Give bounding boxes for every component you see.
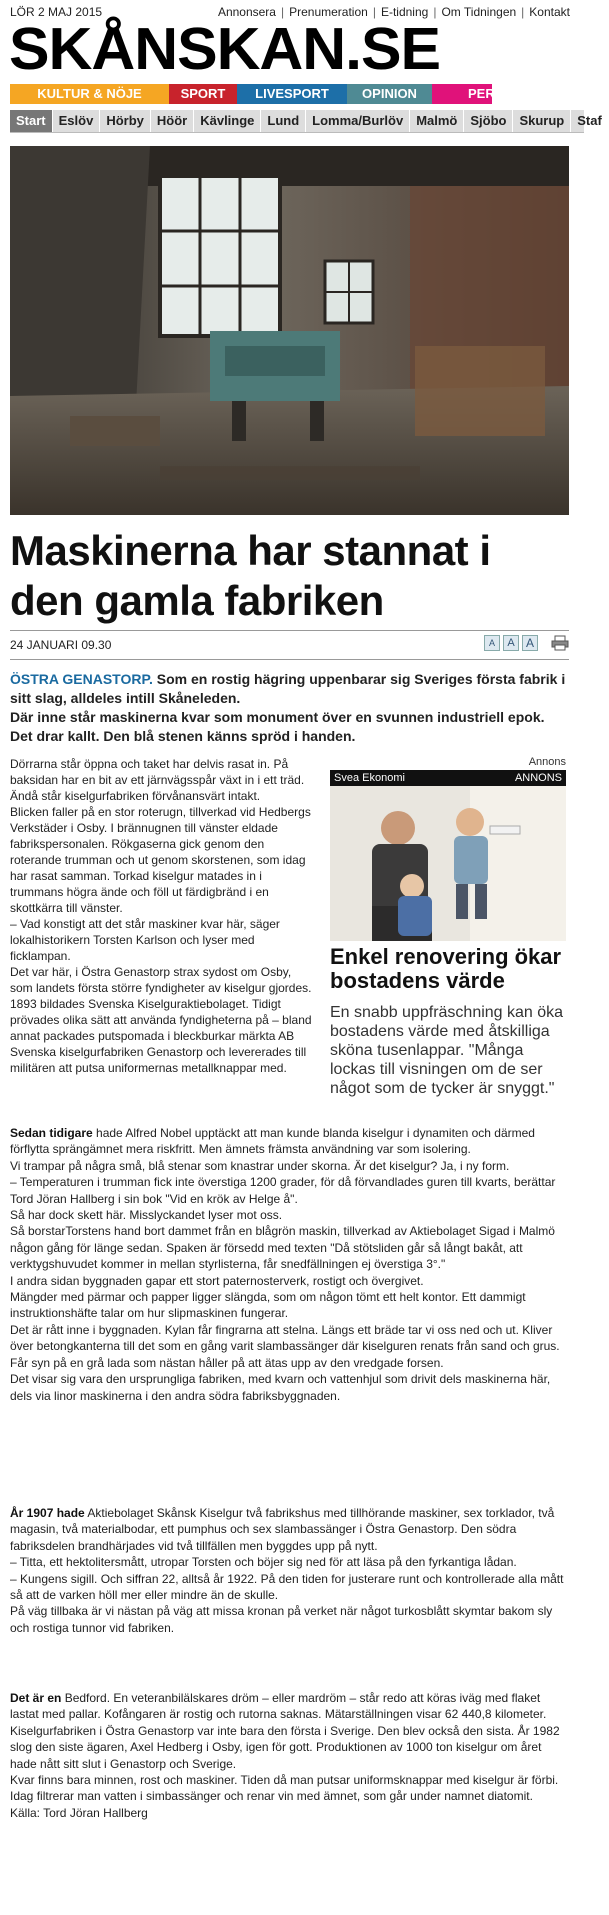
paragraph: – Vad konstigt att det står maskiner kvar här, säger lokalhistorikern Torsten Karlson och lyser med ficklampan. <box>10 917 280 963</box>
article-section-2 <box>10 1505 570 1636</box>
paragraph: På väg tillbaka är vi nästan på väg att missa kronan på verket när något turkosblått skymtar bakom sly och rostiga tunnor vid fabriken. <box>10 1604 553 1635</box>
lead-text: Som en rostig hägring uppenbarar sig Sveriges första fabrik i sitt slag, alldeles intill Skåneleden. <box>10 671 566 706</box>
category-livesport[interactable]: LIVESPORT <box>237 84 347 104</box>
article-body-column <box>10 756 315 1076</box>
location-hoor[interactable]: Höör <box>151 110 194 132</box>
paragraph: Dörrarna står öppna och taket har delvis rasat in. På baksidan har en bit av ett järnvägsspår växt in i ett träd. Ändå står kiselgurfabriken förvånansvärt intakt. <box>10 757 305 803</box>
paragraph: Bedford. En veteranbilälskares dröm – eller mardröm – står redo att köras iväg med flaket lastat med pallar. Kofångaren är rostig och rutorna saknas. Mätarställningen visar 62 440,8 kilometer. <box>10 1691 547 1722</box>
paragraph: Mängder med pärmar och papper ligger slängda, som om någon tömt ett helt kontor. Ett dammigt instruktionshäfte talar om hur slipmaskinen fungerar. <box>10 1290 526 1321</box>
paragraph: Så borstarTorstens hand bort dammet från en blågrön maskin, tillverkad av Aktiebolaget Sigad i Malmö någon gång för länge sedan. Spaken är försedd med texten "Då stötsliden går så långt bakåt, att verktygshuvudet kommer in mellan styrlisterna, får snedfällningen ej överstiga 3°." <box>10 1224 555 1272</box>
source-credit: Källa: Tord Jöran Hallberg <box>10 1805 148 1820</box>
location-malmo[interactable]: Malmö <box>410 110 464 132</box>
category-opinion[interactable]: OPINION <box>347 84 432 104</box>
paragraph: Blicken faller på en stor roterugn, tillverkad vid Hedbergs Verkstäder i Osby. I brännugnen till vänster eldade fabrikspersonalen. Rökgaserna gick genom den roterande trumman och ut genom skorstenen, som idag har rasat samman. Torkad kiselgur matades in i trummans högra ände och föll ut färdigbränd i en skottkärra till vänster. <box>10 805 311 915</box>
location-staf[interactable]: Staf <box>571 110 609 132</box>
section-lead-in: År 1907 hade <box>10 1506 85 1520</box>
article-dateline <box>10 630 569 660</box>
advertisement[interactable] <box>330 756 566 1098</box>
paragraph: Det visar sig vara den ursprungliga fabriken, med kvarn och vattenhjul som drivit dels maskinerna här, dels via linor maskinerna i den andra södra fabriksbyggnaden. <box>10 1372 551 1403</box>
paragraph: Så har dock skett här. Misslyckandet lyser mot oss. <box>10 1208 283 1223</box>
site-logo[interactable]: SKÅNSKAN.SE <box>9 16 441 82</box>
font-size-large-button[interactable]: A <box>522 635 538 651</box>
ad-label: Annons <box>528 756 566 768</box>
publish-date: 24 JANUARI 09.30 <box>10 638 112 652</box>
paragraph: Kvar finns bara minnen, rost och maskiner. Tiden då man putsar uniformsknappar med kiselgur är förbi. Idag filtrerar man vatten i simbassänger och renar vin med ämnet, som går under namnet diatomit. <box>10 1773 559 1804</box>
font-size-small-button[interactable]: A <box>484 635 500 651</box>
paragraph: I andra sidan byggnaden gapar ett stort paternosterverk, rostigt och övergivet. <box>10 1273 424 1288</box>
category-per[interactable]: PER <box>432 84 492 104</box>
ad-tag: ANNONS <box>514 772 562 784</box>
ad-sponsor: Svea Ekonomi <box>334 772 405 784</box>
location-sjobo[interactable]: Sjöbo <box>464 110 513 132</box>
article-hero-image <box>10 146 569 515</box>
paragraph: Vi trampar på några små, blå stenar som knastrar under skorna. Är det kiselgur? Ja, i ny form. <box>10 1158 510 1173</box>
font-size-medium-button[interactable]: A <box>503 635 519 651</box>
article-section-3 <box>10 1690 570 1821</box>
paragraph: – Kungens sigill. Och siffran 22, alltså år 1922. På den tiden for justerare runt och kontrollerade alla mått så att de varken höll mer eller mindre än de skulle. <box>10 1571 564 1603</box>
category-kultur[interactable]: KULTUR & NÖJE <box>10 84 169 104</box>
location-start[interactable]: Start <box>10 110 53 132</box>
article-section-1 <box>10 1125 570 1404</box>
location-eslov[interactable]: Eslöv <box>53 110 101 132</box>
location-lomma-burlov[interactable]: Lomma/Burlöv <box>306 110 410 132</box>
location-skurup[interactable]: Skurup <box>513 110 571 132</box>
link-om-tidningen[interactable]: Om Tidningen <box>441 5 517 19</box>
section-lead-in: Sedan tidigare <box>10 1126 93 1140</box>
paragraph: Aktiebolaget Skånsk Kiselgur två fabrikshus med tillhörande maskiner, sex torklador, två magasin, två materialbodar, ett pumphus och sex slambassänger i Östra Genastorp. Den södra fabriksdelen brandhärjades vid två tillfällen men byggdes upp på nytt. <box>10 1506 555 1553</box>
link-annonsera[interactable]: Annonsera <box>217 5 276 19</box>
print-icon[interactable] <box>551 635 569 651</box>
paragraph: – Temperaturen i trumman fick inte överstiga 1200 grader, för då förvandlades guren till kvarts, berättar Tord Jöran Hallberg i sin bok "Vid en krök av Helge å". <box>10 1175 556 1206</box>
lead-place: ÖSTRA GENASTORP. <box>10 671 153 687</box>
lead-text-2: Där inne står maskinerna kvar som monument över en svunnen industriell epok. Det drar kallt. Den blå stenen känns spröd i handen. <box>10 709 545 744</box>
ad-text: En snabb uppfräschning kan öka bostadens värde med åtskilliga sköna tusenlappar. "Många lockas till visningen om de ser något som de tycker är snyggt." <box>330 1004 564 1097</box>
paragraph: Kiselgurfabriken i Östra Genastorp var inte bara den första i Sverige. Den blev också den sista. År 1982 slog den siste ägaren, Axel Hedberg i Osby, igen för gott. Produktionen av 1000 ton kiselgur om året hade nått sitt slut i Genastorp och Sverige. <box>10 1723 560 1771</box>
location-lund[interactable]: Lund <box>261 110 306 132</box>
location-kavlinge[interactable]: Kävlinge <box>194 110 261 132</box>
location-nav <box>10 110 602 133</box>
paragraph: Det är rått inne i byggnaden. Kylan får fingrarna att stelna. Längs ett bräde tar vi oss ned och ut. Kliver över betongkanterna till det som en gång varit slambassänger där kiselguren renats från sand och grus. Får syn på en grå lada som nästan håller på att ätas upp av den vredgade forsen. <box>10 1322 560 1370</box>
category-sport[interactable]: SPORT <box>169 84 237 104</box>
link-e-tidning[interactable]: E-tidning <box>380 5 429 19</box>
link-kontakt[interactable]: Kontakt <box>529 5 570 19</box>
section-lead-in: Det är en <box>10 1691 62 1705</box>
link-prenumeration[interactable]: Prenumeration <box>289 5 368 19</box>
article-tools <box>484 635 569 651</box>
ad-title[interactable]: Enkel renovering ökar bostadens värde <box>330 944 562 993</box>
ad-header <box>330 770 566 786</box>
paragraph: – Titta, ett hektolitersmått, utropar Torsten och böjer sig ned för att läsa på den fyrkantiga lådan. <box>10 1555 517 1570</box>
article-lead <box>10 670 566 746</box>
current-date: LÖR 2 MAJ 2015 <box>10 5 103 19</box>
category-nav <box>10 84 584 104</box>
ad-image[interactable] <box>330 786 566 941</box>
location-horby[interactable]: Hörby <box>100 110 151 132</box>
article-title: Maskinerna har stannat i den gamla fabriken <box>10 527 491 624</box>
paragraph: 1893 bildades Svenska Kiselguraktiebolaget. Tidigt prövades olika sätt att använda fyndigheterna på – bland annat packades putspomada i bleckburkar märkta AB Svenska kiselgurfabriken Genastorp och levererades till militären att putsa uniformernas metallknappar med. <box>10 997 312 1075</box>
paragraph: hade Alfred Nobel upptäckt att man kunde blanda kiselgur i dynamiten och därmed förflytta sprängämnet mera riskfritt. Men ämnets främsta användning var som isolering. <box>10 1126 535 1157</box>
top-links: Annonsera | Prenumeration | E-tidning | Om Tidningen | Kontakt <box>217 5 570 19</box>
paragraph: Det var här, i Östra Genastorp strax sydost om Osby, som landets första större fyndigheter av kiselgur gjordes. <box>10 965 312 995</box>
